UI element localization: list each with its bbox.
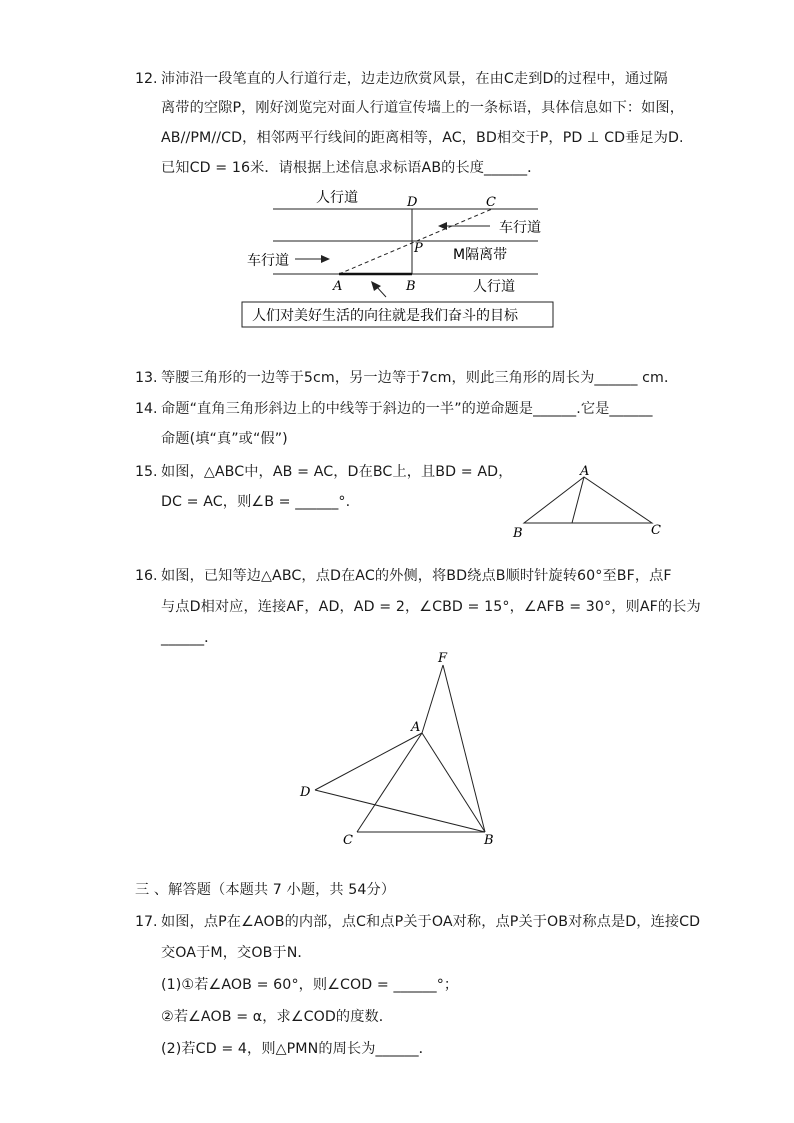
q15-line-2: DC = AC，则∠B = ______°. (161, 494, 351, 510)
q15-point-c: C (651, 523, 661, 538)
q12-slogan: 人们对美好生活的向往就是我们奋斗的目标 (252, 308, 518, 324)
q12-label-top-sidewalk: 人行道 (316, 190, 358, 206)
q12-point-d: D (407, 195, 418, 210)
q12-label-bottom-sidewalk: 人行道 (473, 279, 515, 295)
q12-label-right-lane: 车行道 (499, 220, 541, 236)
q12-label-median: M隔离带 (453, 247, 508, 263)
q12-point-c: C (486, 195, 496, 210)
q17-line-4: ②若∠AOB = α，求∠COD的度数． (161, 1009, 394, 1025)
q15-point-b: B (513, 526, 523, 541)
q12-point-p: P (414, 241, 423, 256)
q17-line-3: (1)①若∠AOB = 60°，则∠COD = ______°； (161, 977, 459, 993)
q15-line-1: 如图，△ABC中，AB = AC，D在BC上，且BD = AD， (161, 464, 513, 480)
q16-point-c: C (343, 833, 353, 848)
q12-line-3: AB//PM//CD，相邻两平行线间的距离相等，AC，BD相交于P，PD ⊥ CD垂足为D. (161, 130, 684, 146)
q14-line-1: 命题“直角三角形斜边上的中线等于斜边的一半”的逆命题是______.它是______ (161, 401, 653, 417)
q16-point-a: A (411, 720, 421, 735)
q14-number: 14. (135, 401, 158, 417)
section-3-title: 三 、解答题（本题共 7 小题，共 54分） (135, 882, 396, 898)
q15-point-a: A (580, 464, 590, 479)
q13-text: 等腰三角形的一边等于5cm，另一边等于7cm，则此三角形的周长为______ cm． (161, 370, 679, 386)
q17-line-1: 如图，点P在∠AOB的内部，点C和点P关于OA对称，点P关于OB对称点是D，连接CD (161, 914, 701, 930)
q16-line-3: ______． (161, 630, 219, 646)
q17-number: 17. (135, 914, 158, 930)
q12-label-left-lane: 车行道 (247, 253, 289, 269)
q12-number: 12. (135, 71, 158, 87)
q17-line-2: 交OA于M，交OB于N． (161, 945, 312, 961)
q12-point-a: A (333, 279, 343, 294)
q14-line-2: 命题(填“真”或“假”) (161, 431, 288, 447)
q16-point-f: F (438, 651, 448, 666)
q12-line-2: 离带的空隙P，刚好浏览完对面人行道宣传墙上的一条标语，具体信息如下：如图， (161, 100, 685, 116)
q17-line-5: (2)若CD = 4，则△PMN的周长为______． (161, 1041, 433, 1057)
q16-point-b: B (484, 833, 494, 848)
q16-line-2: 与点D相对应，连接AF，AD，AD = 2，∠CBD = 15°，∠AFB = 30°，则AF的长为 (161, 599, 701, 615)
q15-number: 15. (135, 464, 158, 480)
q16-point-d: D (300, 785, 311, 800)
q13-number: 13. (135, 370, 158, 386)
q12-line-1: 沛沛沿一段笔直的人行道行走，边走边欣赏风景，在由C走到D的过程中，通过隔 (161, 71, 668, 87)
q12-point-b: B (406, 279, 416, 294)
q16-line-1: 如图，已知等边△ABC，点D在AC的外侧，将BD绕点B顺时针旋转60°至BF，点F (161, 568, 672, 584)
q16-number: 16. (135, 568, 158, 584)
q12-line-4: 已知CD = 16米．请根据上述信息求标语AB的长度______． (161, 160, 542, 176)
